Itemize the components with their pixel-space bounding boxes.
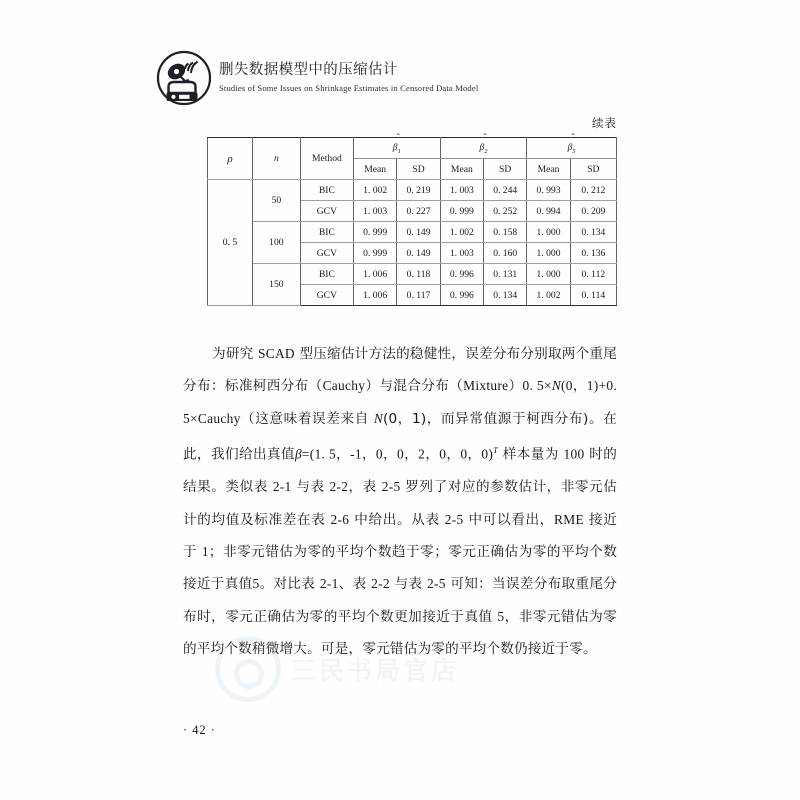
cell-b1-mean: 1. 002 — [353, 180, 396, 201]
text-normal-symbol: N — [551, 378, 561, 394]
table-continued-label: 续表 — [592, 116, 617, 130]
cell-method: BIC — [300, 222, 353, 243]
cell-method: BIC — [300, 180, 353, 201]
text-sample-size: 100 — [563, 446, 585, 462]
cell-b5-mean: 1. 000 — [527, 243, 570, 264]
header-method: Method — [300, 138, 353, 180]
cell-b5-sd: 0. 209 — [570, 201, 616, 222]
cell-b5-mean: 1. 000 — [527, 264, 570, 285]
cell-b5-sd: 0. 212 — [570, 180, 616, 201]
paragraph-1 — [183, 338, 617, 666]
satellite-dish-vehicle-logo-icon — [155, 49, 213, 107]
header-beta5: $\beta_5$ — [527, 138, 617, 159]
cell-method: GCV — [300, 285, 353, 306]
text-value-five: 5 — [252, 576, 260, 592]
cell-b2-mean: 1. 003 — [440, 180, 483, 201]
cell-method: GCV — [300, 243, 353, 264]
cell-b2-sd: 0. 158 — [484, 222, 527, 243]
cell-b2-mean: 1. 003 — [440, 243, 483, 264]
table-header-row-1 — [208, 138, 617, 159]
text-formula-2: (0，1)+0. 5× — [183, 378, 618, 426]
cell-b1-sd: 0. 149 — [397, 222, 440, 243]
text-seg: 。对比表 — [259, 576, 320, 593]
header-b5-mean: Mean — [527, 159, 570, 180]
text-normal-symbol-2: N — [373, 410, 383, 426]
text-seg: 型压缩估计方法的稳健性，误差分布分别取两个重尾分布：标准柯西分布（ — [183, 346, 618, 395]
results-table — [207, 137, 617, 306]
table-row — [208, 222, 617, 243]
cell-method: BIC — [300, 264, 353, 285]
cell-b5-mean: 1. 002 — [527, 285, 570, 306]
header-beta1: $\beta_1$ — [353, 138, 440, 159]
header-b1-mean: Mean — [353, 159, 396, 180]
cell-b2-sd: 0. 134 — [484, 285, 527, 306]
text-table-ref: 2-6 — [330, 511, 350, 527]
cell-b1-sd: 0. 117 — [397, 285, 440, 306]
text-table-ref: 2-1 — [319, 576, 339, 592]
running-head-title-cn: 删失数据模型中的压缩估计 — [219, 62, 398, 78]
text-table-ref: 2-2 — [329, 479, 349, 495]
text-seg: （这意味着误差来自 — [240, 410, 374, 427]
cell-b2-mean: 0. 996 — [440, 285, 483, 306]
cell-rho-value: 0. 5 — [208, 180, 253, 306]
cell-b2-mean: 1. 002 — [440, 222, 483, 243]
cell-b2-sd: 0. 131 — [484, 264, 527, 285]
watermark-text: 三民书局官店 — [291, 658, 460, 685]
cell-b5-mean: 0. 993 — [527, 180, 570, 201]
text-table-ref: 2-1 — [272, 479, 292, 495]
cell-b1-mean: 0. 999 — [353, 222, 396, 243]
text-seg: 可知：当误差分布取重尾分布时，零元正确估为零的平均个数更加接近于真值 — [183, 576, 618, 625]
header-b2-mean: Mean — [440, 159, 483, 180]
text-beta-symbol: β — [295, 446, 302, 462]
text-seg: ） — [508, 378, 523, 395]
table-row — [208, 180, 617, 201]
header-n: n — [252, 138, 300, 180]
cell-b1-sd: 0. 219 — [397, 180, 440, 201]
running-head — [155, 48, 625, 108]
text-table-ref: 2-5 — [444, 511, 464, 527]
text-mixture: Mixture — [463, 378, 509, 394]
text-rme: RME — [554, 511, 584, 527]
text-seg: (0，1)，而异常值源于柯西分布)。在此，我们给出真值 — [183, 410, 617, 463]
cell-b1-mean: 1. 006 — [353, 285, 396, 306]
text-seg: 、表 — [338, 576, 372, 593]
text-seg: 为研究 — [212, 346, 258, 362]
header-b5-sd: SD — [570, 159, 616, 180]
text-beta-equation: =(1. 5，-1，0，0，2，0，0，0) — [301, 446, 494, 462]
text-seg: 与表 — [291, 479, 330, 496]
running-head-title-en: Studies of Some Issues on Shrinkage Estimates in Censored Data Model — [219, 83, 479, 93]
text-table-ref: 2-5 — [381, 479, 401, 495]
cell-b1-mean: 1. 006 — [353, 264, 396, 285]
results-table-wrapper — [207, 137, 617, 306]
text-table-ref: 2-5 — [426, 576, 446, 592]
cell-b1-mean: 1. 003 — [353, 201, 396, 222]
text-formula-1: 0. 5× — [522, 378, 552, 394]
cell-n-50: 50 — [252, 180, 300, 222]
table-row — [208, 264, 617, 285]
running-head-titles — [219, 61, 478, 95]
body-text — [183, 338, 617, 666]
text-seg: ）与混合分布（ — [365, 378, 464, 395]
text-seg: 接近于 — [183, 511, 617, 560]
cell-b1-sd: 0. 227 — [397, 201, 440, 222]
cell-method: GCV — [300, 201, 353, 222]
text-seg: ；非零元错估为零的平均个数趋于零；零元正确估为零的平均个数接近于真值 — [183, 543, 617, 593]
cell-n-150: 150 — [252, 264, 300, 306]
text-seg: 与表 — [389, 576, 427, 593]
header-b1-sd: SD — [397, 159, 440, 180]
header-beta2: $\beta_2$ — [440, 138, 527, 159]
text-seg: 中可以看出， — [463, 511, 555, 528]
cell-b1-sd: 0. 118 — [397, 264, 440, 285]
cell-n-100: 100 — [252, 222, 300, 264]
text-value-five: 5 — [497, 608, 505, 624]
cell-b2-sd: 0. 160 — [484, 243, 527, 264]
header-rho: ρ — [208, 138, 253, 180]
text-cauchy: Cauchy — [322, 378, 366, 394]
cell-b1-mean: 0. 999 — [353, 243, 396, 264]
text-table-ref: 2-2 — [371, 576, 390, 592]
text-seg: 中给出。从表 — [349, 511, 445, 528]
cell-b2-sd: 0. 244 — [484, 180, 527, 201]
cell-b5-mean: 1. 000 — [527, 222, 570, 243]
text-seg: 类似表 — [225, 479, 273, 496]
text-seg: 罗列了对应的参数估计，非零元估计的均值及标准差在表 — [183, 479, 617, 528]
page-number: · 42 · — [183, 723, 216, 737]
cell-b5-sd: 0. 114 — [570, 285, 616, 306]
text-scad: SCAD — [257, 346, 295, 361]
cell-b1-sd: 0. 149 — [397, 243, 440, 264]
text-seg: ，非零元错估为零的平均个数稍微增大。可是，零元错估为零的平均个数仍接近于零。 — [183, 608, 617, 658]
cell-b5-sd: 0. 134 — [570, 222, 616, 243]
cell-b2-sd: 0. 252 — [484, 201, 527, 222]
text-seg: ，表 — [348, 479, 382, 496]
text-value-one: 1 — [201, 543, 209, 559]
cell-b5-sd: 0. 112 — [570, 264, 616, 285]
cell-b2-mean: 0. 999 — [440, 201, 483, 222]
cell-b5-mean: 0. 994 — [527, 201, 570, 222]
text-seg: 时的结果。 — [183, 446, 618, 496]
cell-b2-mean: 0. 996 — [440, 264, 483, 285]
text-seg: 样本量为 — [498, 446, 564, 463]
header-b2-sd: SD — [484, 159, 527, 180]
text-transpose: T — [493, 446, 499, 456]
text-cauchy-2: Cauchy — [197, 410, 241, 426]
cell-b5-sd: 0. 136 — [570, 243, 616, 264]
